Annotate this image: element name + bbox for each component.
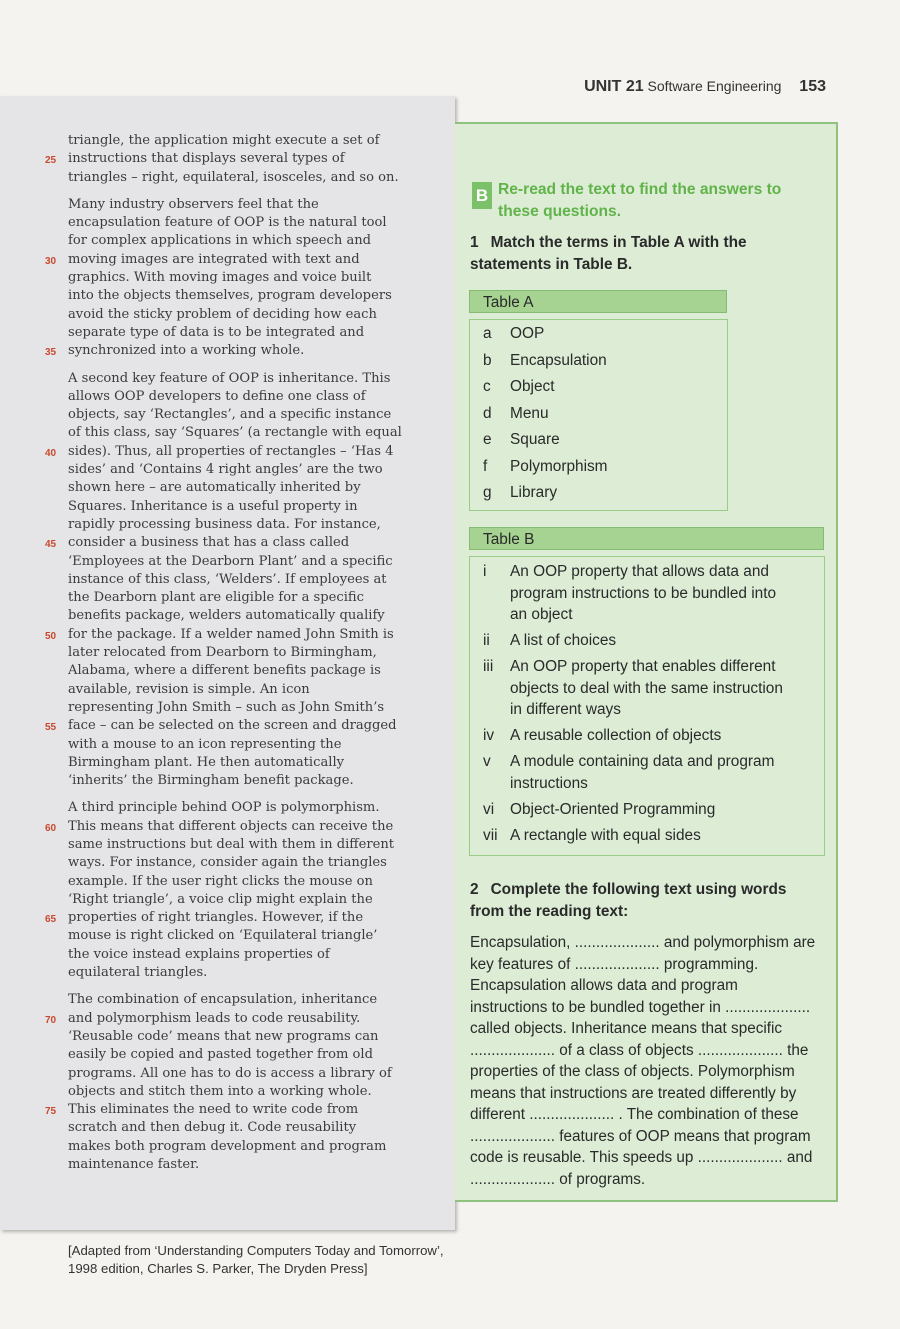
reading-line-text: triangle, the application might execute a set of: [68, 133, 380, 148]
reading-line: [68, 964, 418, 982]
reading-line: [45, 1010, 418, 1028]
table-row: [470, 656, 824, 721]
row-text: Encapsulation: [510, 351, 607, 369]
line-number: 40: [45, 447, 57, 459]
row-key: vi: [483, 800, 495, 818]
reading-line-text: sides’ and ‘Contains 4 right angles’ are the two: [68, 462, 383, 478]
reading-line-text: example. If the user right clicks the mouse on: [68, 873, 373, 889]
reading-line-text: This means that different objects can receive the: [68, 818, 394, 834]
reading-line: [68, 424, 418, 442]
reading-line: [68, 214, 418, 232]
reading-line-text: moving images are integrated with text and: [68, 251, 360, 267]
reading-line: [68, 479, 418, 497]
reading-line-text: scratch and then debug it. Code reusability: [68, 1120, 357, 1136]
reading-line: [45, 818, 418, 836]
reading-line: [68, 644, 418, 662]
reading-line-text: consider a business that has a class called: [68, 535, 350, 551]
reading-line: [68, 1156, 418, 1174]
gap-text-line: .................... of programs.: [470, 1170, 646, 1188]
reading-panel: [0, 96, 455, 1230]
reading-line-text: ‘inherits’ the Birmingham benefit package.: [68, 773, 354, 789]
table-row: [470, 751, 824, 794]
reading-line: [68, 836, 418, 854]
reading-line: [68, 946, 418, 964]
question-number: 1: [470, 234, 479, 251]
reading-line: [68, 754, 418, 772]
row-text: Library: [510, 484, 558, 501]
reading-line-text: for the package. If a welder named John Smith is: [68, 626, 394, 642]
reading-line-text: graphics. With moving images and voice built: [68, 270, 372, 286]
gap-text-line: means that instructions are treated differently by: [470, 1084, 797, 1102]
reading-line: [68, 553, 418, 571]
question-line: [470, 254, 825, 276]
reading-line-text: encapsulation feature of OOP is the natural tool: [68, 215, 387, 231]
row-text: An OOP property that allows data and: [510, 563, 769, 580]
row-text: OOP: [510, 325, 545, 342]
reading-line-text: avoid the sticky problem of deciding how each: [68, 306, 377, 322]
reading-line-text: and polymorphism leads to code reusability.: [68, 1010, 361, 1026]
question-text: statements in Table B.: [470, 256, 633, 273]
reading-line: [68, 306, 418, 324]
table-a: [469, 319, 728, 511]
row-key: c: [483, 378, 491, 395]
reading-line-text: A second key feature of OOP is inheritance. This: [68, 370, 391, 386]
reading-line-text: with a mouse to an icon representing the: [68, 736, 342, 752]
gap-text-line: called objects. Inheritance means that specific: [470, 1020, 783, 1037]
exercise-panel: [455, 122, 838, 1202]
reading-line: [68, 232, 418, 250]
reading-line-text: This eliminates the need to write code from: [68, 1102, 359, 1118]
row-key: g: [483, 484, 492, 501]
row-text: Menu: [510, 404, 549, 422]
gap-text-line: Encapsulation, .................... and polymorphism are: [470, 934, 816, 951]
reading-line: [68, 132, 418, 150]
reading-line: [68, 498, 418, 516]
reading-line: [45, 626, 418, 644]
row-text: A list of choices: [510, 632, 617, 650]
reading-line: [68, 1028, 418, 1046]
table-row: [470, 561, 824, 626]
gap-text-line: different .................... . The combination of these: [470, 1106, 799, 1123]
reading-line: [68, 406, 418, 424]
line-number: 65: [45, 914, 57, 926]
reading-line: [68, 1046, 418, 1064]
reading-line-text: Squares. Inheritance is a useful property in: [68, 498, 358, 514]
reading-line-text: makes both program development and program: [68, 1138, 387, 1154]
reading-line-text: Alabama, where a different benefits package is: [68, 663, 381, 679]
reading-paragraph: [45, 991, 418, 1174]
table-row: [470, 725, 824, 747]
row-key: iv: [483, 727, 495, 745]
reading-line: [68, 991, 418, 1009]
reading-line-text: into the objects themselves, program developers: [68, 288, 392, 304]
reading-line: [68, 324, 418, 342]
reading-line-text: of this class, say ‘Squares’ (a rectangle with equal: [68, 425, 402, 441]
reading-line: [68, 370, 418, 388]
reading-line-text: the voice instead explains properties of: [68, 946, 330, 962]
line-number: 35: [45, 347, 57, 359]
gap-fill-text: [470, 932, 825, 1190]
exercise-instruction: [498, 179, 812, 223]
reading-line: [45, 443, 418, 461]
reading-line-text: instructions that displays several types of: [68, 151, 345, 167]
table-row: [470, 456, 727, 478]
table-row: [470, 482, 727, 504]
reading-line-text: properties of right triangles. However, if the: [68, 910, 364, 926]
reading-line-text: mouse is right clicked on ‘Equilateral triangle’: [68, 928, 378, 944]
reading-line-text: equilateral triangles.: [68, 965, 208, 981]
reading-line-text: ‘Right triangle’, a voice clip might explain the: [68, 891, 373, 907]
row-text: A reusable collection of objects: [510, 727, 722, 745]
reading-line-text: A third principle behind OOP is polymorphism.: [68, 800, 380, 816]
gap-text-line: key features of .................... programming.: [470, 955, 759, 973]
table-row: [470, 376, 727, 398]
reading-line: [45, 342, 418, 360]
reading-line: [68, 736, 418, 754]
row-key: vii: [483, 827, 498, 845]
reading-line: [68, 1065, 418, 1083]
reading-line: [68, 169, 418, 187]
row-text: Object: [510, 378, 555, 395]
reading-line: [68, 1083, 418, 1101]
reading-line: [68, 1119, 418, 1137]
table-row: [470, 630, 824, 652]
reading-paragraph: [45, 132, 418, 187]
reading-line-text: for complex applications in which speech and: [68, 233, 372, 249]
exercise-heading: [472, 179, 812, 223]
reading-paragraph: [45, 370, 418, 791]
row-text: An OOP property that enables different: [510, 658, 776, 676]
page-number: 153: [799, 78, 826, 95]
line-number: 60: [45, 822, 57, 834]
reading-line: [68, 854, 418, 872]
reading-line: [68, 681, 418, 699]
reading-line: [68, 589, 418, 607]
reading-line-text: instance of this class, ‘Welders’. If employees at: [68, 571, 387, 587]
source-citation: [68, 1242, 444, 1278]
page-header: [584, 78, 826, 96]
question-text: Match the terms in Table A with the: [490, 234, 747, 251]
source-line: [Adapted from ‘Understanding Computers Today and Tomorrow’,: [68, 1243, 444, 1258]
unit-number: UNIT 21: [584, 78, 644, 95]
reading-line-text: sides). Thus, all properties of rectangles – ‘Has 4: [68, 443, 394, 459]
row-key: iii: [483, 658, 494, 676]
reading-line-text: triangles – right, equilateral, isosceles, and so on.: [68, 169, 399, 185]
reading-line: [68, 461, 418, 479]
reading-line-text: the Dearborn plant are eligible for a specific: [68, 590, 364, 606]
question-number: 2: [470, 881, 479, 898]
reading-line-text: Birmingham plant. He then automatically: [68, 754, 345, 770]
reading-line: [45, 909, 418, 927]
row-key: d: [483, 404, 492, 422]
reading-line-text: later relocated from Dearborn to Birmingham,: [68, 645, 377, 661]
row-key: f: [483, 457, 488, 475]
reading-line-text: separate type of data is to be integrated and: [68, 324, 365, 340]
table-a-title: Table A: [469, 290, 727, 313]
reading-line-text: ways. For instance, consider again the triangles: [68, 855, 387, 871]
reading-line: [68, 772, 418, 790]
row-key: a: [483, 325, 492, 342]
line-number: 45: [45, 539, 57, 551]
reading-line: [45, 150, 418, 168]
reading-line-text: objects and stitch them into a working whole.: [68, 1083, 372, 1099]
reading-line: [68, 662, 418, 680]
reading-line-text: representing John Smith – such as John Smith’s: [68, 699, 385, 715]
table-row: [470, 323, 727, 345]
reading-line-text: ‘Reusable code’ means that new programs can: [68, 1028, 379, 1044]
question-line: [470, 901, 825, 923]
row-text: an object: [510, 606, 573, 623]
row-text: program instructions to be bundled into: [510, 584, 777, 602]
reading-line-text: programs. All one has to do is access a library of: [68, 1065, 392, 1081]
row-text: in different ways: [510, 701, 621, 719]
line-number: 75: [45, 1106, 57, 1118]
question-2: [470, 879, 825, 923]
reading-line: [45, 1101, 418, 1119]
reading-line: [68, 891, 418, 909]
reading-line: [68, 388, 418, 406]
row-key: v: [483, 753, 491, 771]
row-text: A module containing data and program: [510, 753, 775, 771]
reading-line: [68, 799, 418, 817]
gap-text-line: properties of the class of objects. Polymorphism: [470, 1063, 795, 1080]
reading-text: [45, 132, 418, 1183]
line-number: 50: [45, 630, 57, 642]
table-b: [469, 556, 825, 856]
question-line: [470, 232, 825, 254]
row-key: i: [483, 563, 487, 580]
row-key: ii: [483, 632, 490, 650]
reading-line: [45, 717, 418, 735]
reading-line: [68, 571, 418, 589]
reading-paragraph: [45, 196, 418, 361]
table-row: [470, 799, 824, 821]
row-text: instructions: [510, 774, 588, 792]
reading-line-text: ‘Employees at the Dearborn Plant’ and a specific: [68, 553, 393, 569]
table-row: [470, 403, 727, 425]
table-row: [470, 429, 727, 451]
instruction-line: these questions.: [498, 203, 622, 220]
section-badge: B: [472, 182, 492, 209]
source-line: 1998 edition, Charles S. Parker, The Dryden Press]: [68, 1261, 368, 1276]
reading-line: [68, 196, 418, 214]
gap-text-line: code is reusable. This speeds up .................... and: [470, 1149, 813, 1166]
gap-text-line: instructions to be bundled together in ....................: [470, 998, 811, 1016]
reading-line: [45, 534, 418, 552]
reading-line-text: shown here – are automatically inherited by: [68, 480, 361, 496]
row-key: b: [483, 351, 492, 369]
unit-subject: Software Engineering: [647, 78, 782, 94]
question-text: Complete the following text using words: [490, 881, 787, 898]
reading-line: [68, 287, 418, 305]
reading-paragraph: [45, 799, 418, 982]
row-text: objects to deal with the same instruction: [510, 679, 783, 697]
question-1: [470, 232, 825, 276]
line-number: 70: [45, 1014, 57, 1026]
reading-line-text: benefits package, welders automatically qualify: [68, 608, 385, 624]
reading-line: [68, 607, 418, 625]
question-text: from the reading text:: [470, 903, 629, 920]
line-number: 55: [45, 722, 57, 734]
reading-line: [68, 927, 418, 945]
reading-line-text: synchronized into a working whole.: [68, 343, 305, 359]
reading-line: [68, 699, 418, 717]
line-number: 30: [45, 255, 57, 267]
reading-line-text: allows OOP developers to define one class of: [68, 388, 366, 404]
question-line: [470, 879, 825, 901]
row-text: Square: [510, 431, 560, 448]
reading-line-text: Many industry observers feel that the: [68, 196, 319, 212]
table-row: [470, 825, 824, 847]
row-key: e: [483, 431, 492, 448]
reading-line: [68, 1138, 418, 1156]
reading-line: [68, 269, 418, 287]
table-b-title: Table B: [469, 527, 824, 550]
reading-line-text: available, revision is simple. An icon: [68, 681, 310, 697]
reading-line-text: rapidly processing business data. For instance,: [68, 516, 381, 532]
table-row: [470, 350, 727, 372]
reading-line: [68, 873, 418, 891]
reading-line-text: The combination of encapsulation, inheritance: [68, 992, 378, 1008]
reading-line: [68, 516, 418, 534]
reading-line-text: easily be copied and pasted together from old: [68, 1047, 373, 1063]
row-text: Polymorphism: [510, 457, 608, 475]
line-number: 25: [45, 155, 57, 167]
reading-line-text: maintenance faster.: [68, 1157, 200, 1173]
reading-line-text: same instructions but deal with them in different: [68, 836, 395, 852]
gap-text-line: Encapsulation allows data and program: [470, 977, 738, 994]
reading-line-text: objects, say ‘Rectangles’, and a specific instance: [68, 407, 392, 423]
gap-text-line: .................... features of OOP means that program: [470, 1127, 811, 1145]
row-text: A rectangle with equal sides: [510, 827, 701, 845]
reading-line-text: face – can be selected on the screen and dragged: [68, 718, 397, 734]
gap-text-line: .................... of a class of objects .................... the: [470, 1041, 809, 1059]
reading-line: [45, 251, 418, 269]
row-text: Object-Oriented Programming: [510, 800, 716, 818]
instruction-line: Re-read the text to find the answers to: [498, 181, 782, 198]
